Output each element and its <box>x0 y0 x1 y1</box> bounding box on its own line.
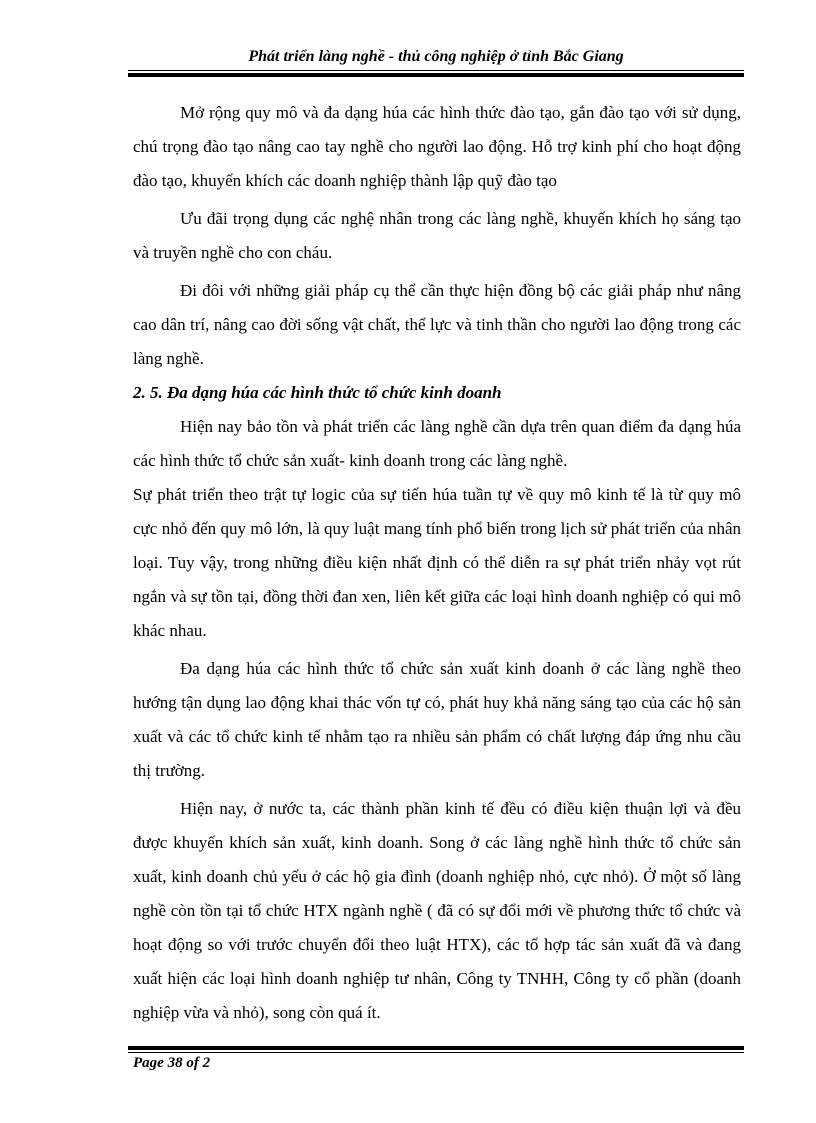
page-number: Page 38 of 2 <box>133 1055 211 1071</box>
page-header-title: Phát triển làng nghề - thủ công nghiệp ở tỉnh Bắc Giang <box>248 48 624 65</box>
document-body <box>133 96 741 1030</box>
paragraph-training: Mở rộng quy mô và đa dạng húa các hình thức đào tạo, gắn đào tạo với sử dụng, chú trọng đào tạo nâng cao tay nghề cho người lao động. Hỗ trợ kinh phí cho hoạt động đào tạo, khuyến khích các doanh nghiệp thành lập quỹ đào tạo <box>133 103 741 190</box>
section-heading: 2. 5. Đa dạng húa các hình thức tổ chức kinh doanh <box>133 383 502 402</box>
paragraph-preservation: Hiện nay bảo tồn và phát triển các làng nghề cần dựa trên quan điểm đa dạng húa các hình thức tổ chức sản xuất- kinh doanh trong các làng nghề. <box>133 417 741 470</box>
paragraph-current-situation: Hiện nay, ở nước ta, các thành phần kinh tế đều có điều kiện thuận lợi và đều được khuyến khích sản xuất, kinh doanh. Song ở các làng nghề hình thức tổ chức sản xuất, kinh doanh chủ yếu ở các hộ gia đình (doanh nghiệp nhỏ, cực nhỏ). Ở một số làng nghề còn tồn tại tổ chức HTX ngành nghề ( đã có sự đổi mới về phương thức tổ chức và hoạt động so với trước chuyển đổi theo luật HTX), các tổ hợp tác sản xuất đã và đang xuất hiện các loại hình doanh nghiệp tư nhân, Công ty TNHH, Công ty cổ phần (doanh nghiệp vừa và nhỏ), song còn quá ít. <box>133 799 741 1022</box>
header-rule <box>128 70 744 77</box>
paragraph-development-logic: Sự phát triển theo trật tự logic của sự tiến húa tuần tự về quy mô kinh tế là từ quy mô cực nhỏ đến quy mô lớn, là quy luật mang tính phổ biến trong lịch sử phát triển của nhân loại. Tuy vậy, trong những điều kiện nhất định có thể diễn ra sự phát triển nhảy vọt rút ngắn và sự tồn tại, đồng thời đan xen, liên kết giữa các loại hình doanh nghiệp có qui mô khác nhau. <box>133 485 741 640</box>
footer-rule <box>128 1046 744 1053</box>
paragraph-artisans: Ưu đãi trọng dụng các nghệ nhân trong các làng nghề, khuyến khích họ sáng tạo và truyền nghề cho con cháu. <box>133 209 741 262</box>
paragraph-solutions: Đi đôi với những giải pháp cụ thể cần thực hiện đồng bộ các giải pháp như nâng cao dân trí, nâng cao đời sống vật chất, thể lực và tinh thần cho người lao động trong các làng nghề. <box>133 281 741 368</box>
paragraph-diversification: Đa dạng húa các hình thức tổ chức sản xuất kinh doanh ở các làng nghề theo hướng tận dụng lao động khai thác vốn tự có, phát huy khả năng sáng tạo của các hộ sản xuất và các tổ chức kinh tế nhằm tạo ra nhiều sản phẩm có chất lượng đáp ứng nhu cầu thị trường. <box>133 659 741 780</box>
